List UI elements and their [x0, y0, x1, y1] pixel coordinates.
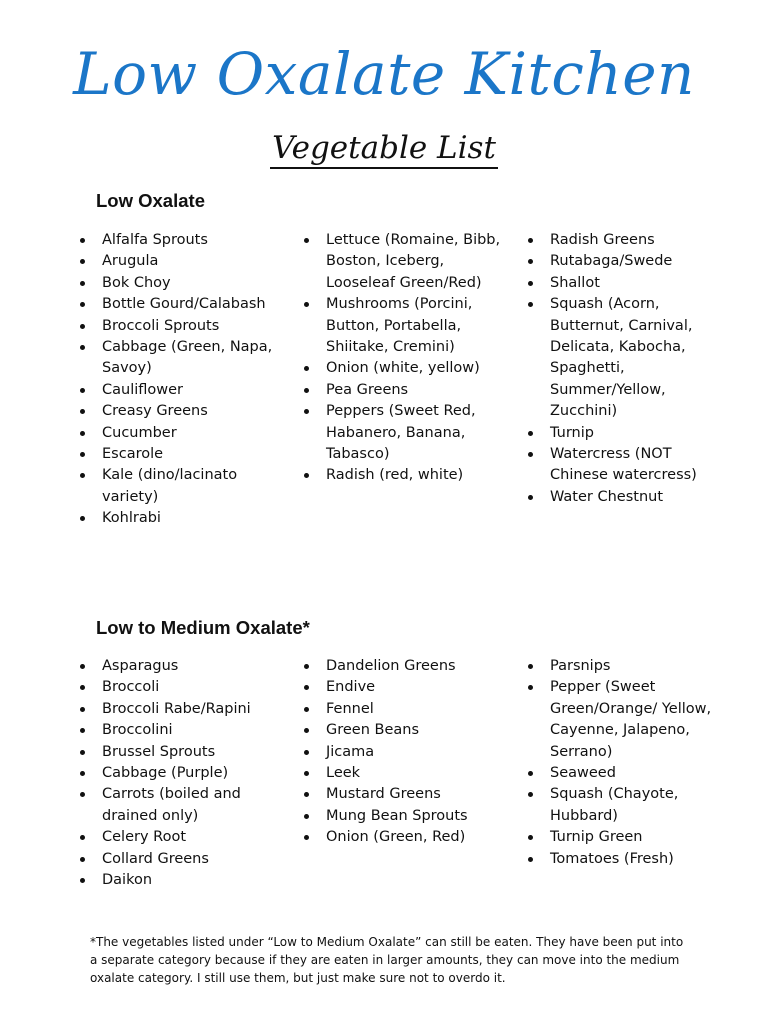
list-item — [80, 230, 284, 251]
bullet-icon — [80, 388, 85, 393]
list-item-text: Kale (dino/lacinato variety) — [102, 467, 238, 505]
list-item-text: Rutabaga/Swede — [550, 253, 673, 270]
list-item-text: Onion (Green, Red) — [326, 829, 466, 846]
list-item-text: Celery Root — [102, 829, 186, 846]
list-item — [304, 230, 508, 294]
bullet-icon — [304, 771, 309, 776]
bullet-icon — [304, 366, 309, 371]
bullet-icon — [528, 281, 533, 286]
list-item-text: Creasy Greens — [102, 403, 208, 420]
list-item — [304, 827, 508, 848]
list-item — [528, 656, 732, 677]
list-item-text: Bok Choy — [102, 274, 171, 291]
list-item-text: Asparagus — [102, 658, 179, 674]
bullet-icon — [304, 707, 309, 712]
list-item-text: Pepper (Sweet Green/Orange/ Yellow, Cayenne, Jalapeno, Serrano) — [550, 679, 712, 760]
list-item — [304, 656, 508, 677]
list-item — [80, 763, 284, 784]
bullet-icon — [80, 707, 85, 712]
list-item-text: Green Beans — [326, 722, 420, 739]
list-item-text: Turnip — [550, 424, 594, 441]
list-item — [304, 401, 508, 465]
list-item — [80, 508, 284, 529]
list-item — [304, 358, 508, 379]
list-item-text: Escarole — [102, 446, 164, 463]
list-item-text: Tomatoes (Fresh) — [550, 850, 674, 867]
list-item-text: Cucumber — [102, 424, 177, 441]
list-item-text: Onion (white, yellow) — [326, 360, 480, 377]
list-item-text: Collard Greens — [102, 850, 209, 867]
bullet-icon — [528, 857, 533, 862]
list-item — [80, 656, 284, 677]
low-oxalate-column-2 — [304, 230, 508, 487]
list-item — [528, 444, 732, 487]
bullet-icon — [304, 473, 309, 478]
list-item-text: Broccoli Rabe/Rapini — [102, 700, 251, 717]
bullet-icon — [80, 857, 85, 862]
list-item-text: Mustard Greens — [326, 786, 441, 803]
list-item-text: Peppers (Sweet Red, Habanero, Banana, Tabasco) — [326, 403, 476, 463]
list-item — [80, 827, 284, 848]
list-item-text: Pea Greens — [326, 381, 409, 398]
bullet-icon — [80, 664, 85, 669]
bullet-icon — [80, 259, 85, 264]
list-item — [528, 784, 732, 827]
list-item-text: Kohlrabi — [102, 510, 161, 527]
bullet-icon — [528, 259, 533, 264]
list-item — [80, 444, 284, 465]
bullet-icon — [80, 409, 85, 414]
list-item-text: Mung Bean Sprouts — [326, 807, 468, 824]
list-item-text: Carrots (boiled and drained only) — [102, 786, 241, 824]
list-item-text: Shallot — [550, 274, 600, 291]
page-title: Low Oxalate Kitchen — [73, 40, 695, 108]
list-item — [80, 423, 284, 444]
list-item — [80, 720, 284, 741]
bullet-icon — [528, 302, 533, 307]
low-to-medium-column-2 — [304, 656, 508, 849]
bullet-icon — [528, 792, 533, 797]
bullet-icon — [304, 728, 309, 733]
bullet-icon — [80, 835, 85, 840]
list-item — [528, 849, 732, 870]
bullet-icon — [528, 238, 533, 243]
bullet-icon — [528, 495, 533, 500]
list-item — [80, 849, 284, 870]
list-item-text: Brussel Sprouts — [102, 743, 216, 760]
list-item — [80, 337, 284, 380]
list-item — [304, 380, 508, 401]
list-item-text: Lettuce (Romaine, Bibb, Boston, Iceberg, Looseleaf Green/Red) — [326, 232, 501, 291]
list-item — [304, 720, 508, 741]
list-item — [528, 827, 732, 848]
bullet-icon — [80, 324, 85, 329]
list-item — [80, 870, 284, 891]
bullet-icon — [304, 750, 309, 755]
list-item — [80, 699, 284, 720]
section-heading-low-to-medium-oxalate: Low to Medium Oxalate* — [96, 617, 310, 638]
list-item-text: Cabbage (Purple) — [102, 765, 229, 782]
list-item-text: Fennel — [326, 700, 374, 717]
list-item-text: Turnip Green — [550, 829, 643, 846]
list-item — [80, 677, 284, 698]
bullet-icon — [528, 452, 533, 457]
list-item — [528, 273, 732, 294]
bullet-icon — [80, 792, 85, 797]
low-to-medium-column-1 — [80, 656, 284, 891]
list-item — [304, 742, 508, 763]
list-item-text: Daikon — [102, 872, 153, 889]
list-item-text: Jicama — [326, 743, 375, 760]
list-item — [80, 294, 284, 315]
bullet-icon — [304, 388, 309, 393]
bullet-icon — [80, 516, 85, 521]
list-item-text: Cauliflower — [102, 381, 184, 398]
list-item-text: Radish Greens — [550, 232, 655, 248]
list-item — [528, 487, 732, 508]
list-item — [304, 763, 508, 784]
list-item — [80, 251, 284, 272]
list-item-text: Watercress (NOT Chinese watercress) — [550, 446, 697, 484]
list-item-text: Radish (red, white) — [326, 467, 464, 484]
bullet-icon — [80, 452, 85, 457]
list-item — [80, 784, 284, 827]
bullet-icon — [528, 431, 533, 436]
low-oxalate-column-1 — [80, 230, 284, 530]
section-heading-low-oxalate: Low Oxalate — [96, 190, 205, 211]
list-item — [528, 677, 732, 763]
bullet-icon — [80, 473, 85, 478]
list-item — [80, 273, 284, 294]
list-item — [80, 380, 284, 401]
bullet-icon — [304, 238, 309, 243]
list-item-text: Leek — [326, 765, 361, 782]
list-item — [80, 465, 284, 508]
list-item-text: Squash (Acorn, Butternut, Carnival, Delicata, Kabocha, Spaghetti, Summer/Yellow, Zucchini) — [550, 296, 693, 420]
bullet-icon — [80, 345, 85, 350]
list-item — [80, 742, 284, 763]
list-item — [528, 230, 732, 251]
list-item — [80, 316, 284, 337]
bullet-icon — [304, 685, 309, 690]
list-item — [528, 763, 732, 784]
list-item — [304, 677, 508, 698]
bullet-icon — [304, 664, 309, 669]
list-item-text: Endive — [326, 679, 376, 696]
footnote: *The vegetables listed under “Low to Medium Oxalate” can still be eaten. They have been put into a separate category because if they are eaten in larger amounts, they can move into the medium oxalate category. I still use them, but just make sure not to overdo it. — [90, 935, 684, 985]
list-item-text: Broccolini — [102, 722, 173, 739]
bullet-icon — [528, 685, 533, 690]
list-item-text: Cabbage (Green, Napa, Savoy) — [102, 339, 273, 377]
list-item-text: Seaweed — [550, 765, 616, 782]
list-item — [528, 423, 732, 444]
bullet-icon — [80, 431, 85, 436]
bullet-icon — [80, 685, 85, 690]
bullet-icon — [528, 835, 533, 840]
bullet-icon — [80, 750, 85, 755]
low-oxalate-column-3 — [528, 230, 732, 508]
list-item-text: Squash (Chayote, Hubbard) — [550, 786, 679, 824]
list-item — [304, 784, 508, 805]
bullet-icon — [80, 878, 85, 883]
subtitle-text: Vegetable List — [270, 130, 498, 169]
bullet-icon — [528, 771, 533, 776]
page-subtitle — [0, 128, 768, 169]
list-item — [528, 251, 732, 272]
list-item-text: Dandelion Greens — [326, 658, 456, 674]
list-item-text: Water Chestnut — [550, 488, 664, 505]
bullet-icon — [80, 302, 85, 307]
list-item-text: Broccoli — [102, 679, 160, 696]
list-item — [304, 806, 508, 827]
bullet-icon — [80, 771, 85, 776]
bullet-icon — [80, 281, 85, 286]
bullet-icon — [80, 238, 85, 243]
list-item — [304, 465, 508, 486]
list-item — [528, 294, 732, 422]
list-item-text: Mushrooms (Porcini, Button, Portabella, Shiitake, Cremini) — [326, 296, 473, 356]
bullet-icon — [304, 792, 309, 797]
bullet-icon — [304, 814, 309, 819]
list-item — [80, 401, 284, 422]
bullet-icon — [304, 302, 309, 307]
bullet-icon — [528, 664, 533, 669]
list-item-text: Arugula — [102, 253, 159, 270]
list-item-text: Alfalfa Sprouts — [102, 232, 208, 248]
bullet-icon — [304, 835, 309, 840]
low-to-medium-column-3 — [528, 656, 732, 870]
list-item-text: Parsnips — [550, 658, 611, 674]
bullet-icon — [80, 728, 85, 733]
list-item — [304, 294, 508, 358]
list-item-text: Bottle Gourd/Calabash — [102, 296, 266, 313]
list-item-text: Broccoli Sprouts — [102, 317, 220, 334]
list-item — [304, 699, 508, 720]
bullet-icon — [304, 409, 309, 414]
